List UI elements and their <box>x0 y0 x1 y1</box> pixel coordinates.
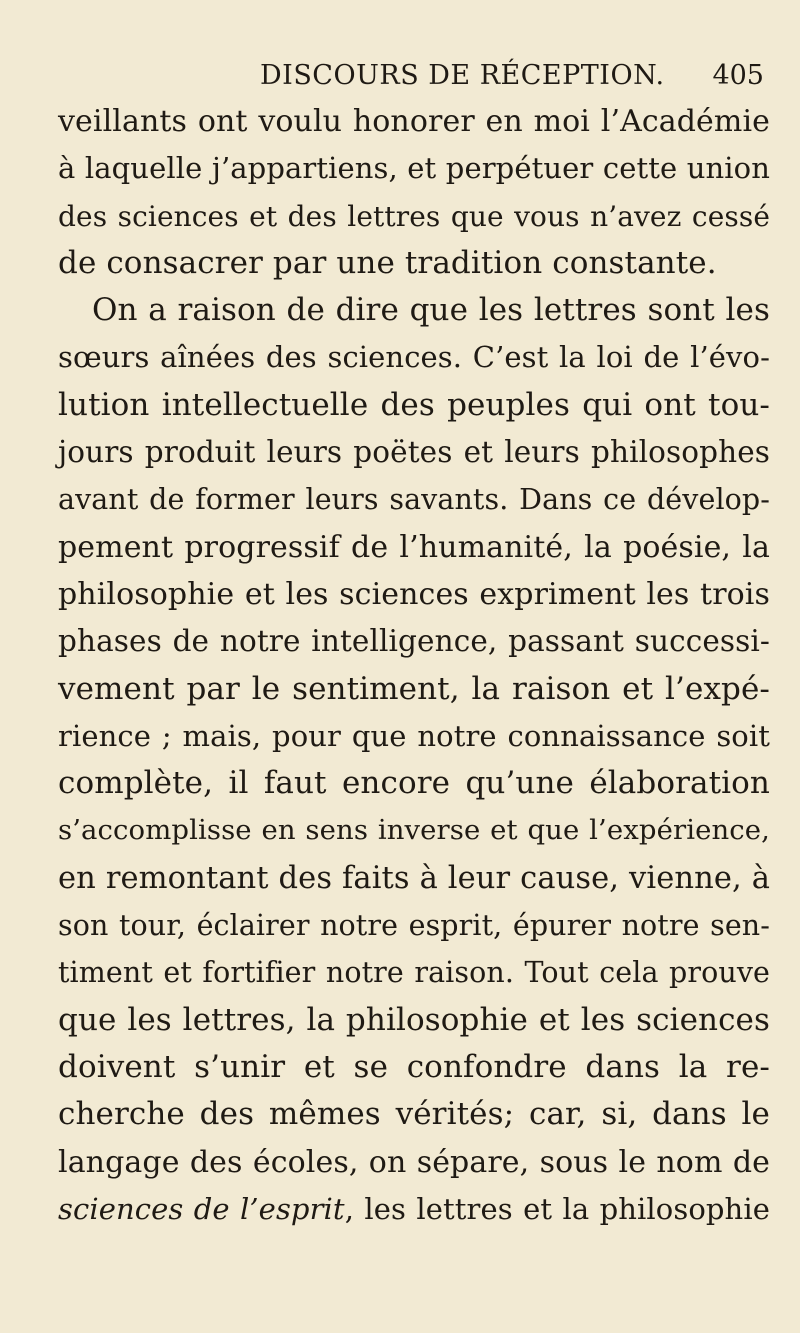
text-line: que les lettres, la philosophie et les sciences <box>58 1001 770 1038</box>
text-line: sœurs aînées des sciences. C’est la loi de l’évo- <box>58 340 770 375</box>
text-line-last <box>58 1186 770 1233</box>
text-line: de consacrer par une tradition constante. <box>58 244 717 281</box>
text-line: des sciences et des lettres que vous n’avez cessé <box>58 199 770 233</box>
text-line: cherche des mêmes vérités; car, si, dans le <box>58 1096 770 1133</box>
text-line: langage des écoles, on sépare, sous le nom de <box>58 1144 770 1180</box>
text-line: vement par le sentiment, la raison et l’expé- <box>58 670 770 707</box>
italic-phrase: sciences de l’esprit <box>58 1191 345 1226</box>
text-line: lution intellectuelle des peuples qui ont tou- <box>58 386 770 423</box>
page-number: 405 <box>712 60 764 91</box>
text-line: à laquelle j’appartiens, et perpétuer cette union <box>58 151 770 186</box>
body-text <box>58 98 770 1233</box>
running-title: DISCOURS DE RÉCEPTION. <box>260 60 665 91</box>
text-line-remainder: , les lettres et la philosophie <box>344 1191 770 1226</box>
text-line: complète, il faut encore qu’une élaboration <box>58 765 770 802</box>
text-line: avant de former leurs savants. Dans ce dévelop- <box>58 483 770 517</box>
text-line: timent et fortifier notre raison. Tout cela prouve <box>58 956 770 990</box>
text-line: rience ; mais, pour que notre connaissance soit <box>58 718 770 753</box>
text-line: en remontant des faits à leur cause, vienne, à <box>58 860 770 896</box>
text-line: veillants ont voulu honorer en moi l’Académie <box>58 104 770 139</box>
text-line: s’accomplisse en sens inverse et que l’expérience, <box>58 814 770 847</box>
running-head <box>58 56 770 96</box>
text-line: son tour, éclairer notre esprit, épurer notre sen- <box>58 909 770 943</box>
text-line: doivent s’unir et se confondre dans la re- <box>58 1048 770 1085</box>
text-line: philosophie et les sciences expriment les trois <box>58 576 770 612</box>
text-line: jours produit leurs poëtes et leurs philosophes <box>58 435 770 470</box>
text-line: pement progressif de l’humanité, la poésie, la <box>58 529 770 565</box>
text-line: phases de notre intelligence, passant successi- <box>58 624 770 659</box>
paragraph-first-line: On a raison de dire que les lettres sont les <box>92 292 770 329</box>
